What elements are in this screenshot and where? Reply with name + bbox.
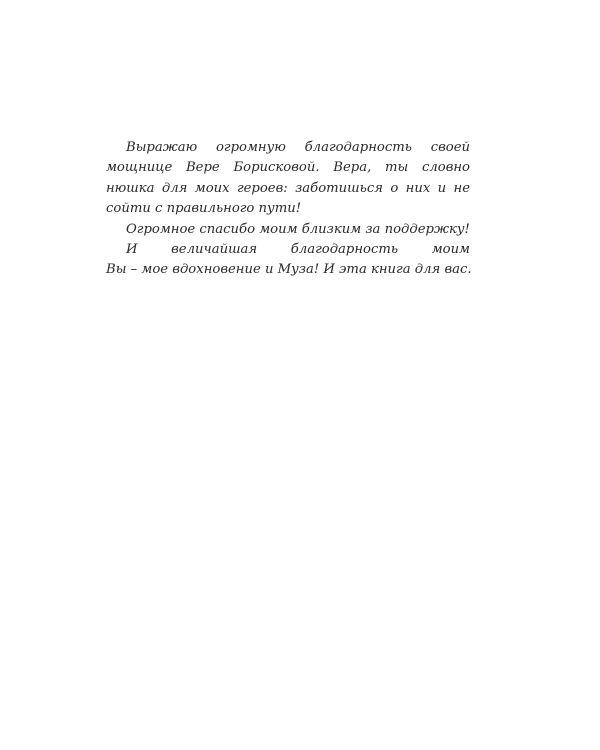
- text-line: Выражаю огромную благодарность своей: [126, 140, 470, 155]
- text-line: И величайшая благодарность моим: [126, 241, 470, 257]
- text-line: Огромное спасибо моим близким за поддержку!: [126, 221, 470, 237]
- acknowledgements-text: [106, 138, 470, 281]
- text-line: мощнице Вере Борисковой. Вера, ты словно: [106, 160, 470, 176]
- text-line: сойти с правильного пути!: [106, 201, 301, 217]
- text-line: Вы – мое вдохновение и Муза! И эта книга для вас.: [106, 262, 472, 278]
- text-line: нюшка для моих героев: заботишься о них и не: [106, 180, 470, 196]
